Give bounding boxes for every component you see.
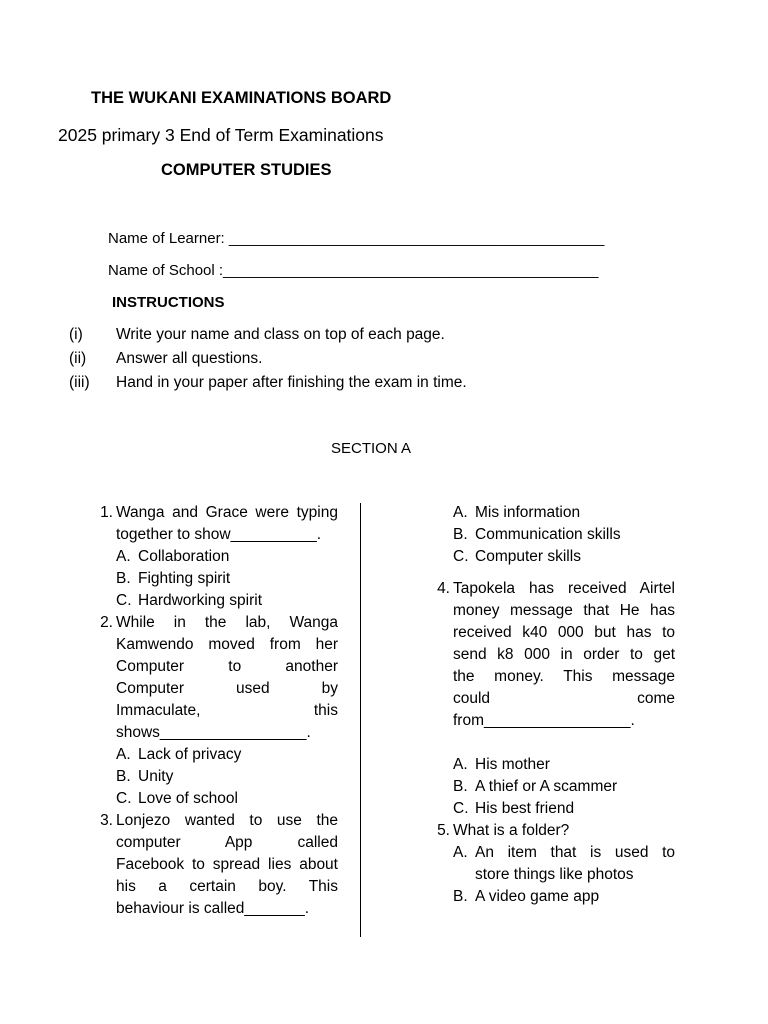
question-text: could come <box>453 690 675 707</box>
option-text: A thief or A scammer <box>475 778 618 795</box>
option-c <box>116 788 338 810</box>
option-c <box>453 546 678 568</box>
question-text: Computer to another <box>116 658 338 675</box>
option-b <box>453 886 675 908</box>
option-letter: A. <box>116 548 131 565</box>
option-a <box>453 842 675 864</box>
option-text: Unity <box>138 768 174 785</box>
option-c <box>116 590 338 612</box>
option-b <box>116 766 338 788</box>
question-text: Tapokela has received Airtel <box>453 580 675 597</box>
question-text: shows_________________. <box>116 724 311 741</box>
option-text: Communication skills <box>475 526 621 543</box>
instructions-title: INSTRUCTIONS <box>112 294 225 311</box>
option-letter: A. <box>453 844 468 861</box>
option-b <box>116 568 338 590</box>
question-number: 4. <box>437 580 450 597</box>
question-text: behaviour is called_______. <box>116 900 310 917</box>
option-b <box>453 524 678 546</box>
option-letter: C. <box>453 800 469 817</box>
question-text: What is a folder? <box>453 822 570 839</box>
subject-title: COMPUTER STUDIES <box>161 161 332 179</box>
option-letter: B. <box>453 888 468 905</box>
question-text: money message that He has <box>453 602 675 619</box>
option-text: Love of school <box>138 790 238 807</box>
option-text: Fighting spirit <box>138 570 231 587</box>
instruction-number: (ii) <box>69 350 87 367</box>
question-text: Facebook to spread lies about <box>116 856 338 873</box>
column-divider <box>360 503 361 937</box>
option-b <box>453 776 675 798</box>
option-text: Computer skills <box>475 548 581 565</box>
question-text: received k40 000 but has to <box>453 624 675 641</box>
instruction-text: Write your name and class on top of each page. <box>116 326 445 343</box>
option-a <box>116 546 338 568</box>
option-a <box>453 502 678 524</box>
question-text: his a certain boy. This <box>116 878 338 895</box>
option-letter: C. <box>116 790 132 807</box>
question-text: from_________________. <box>453 712 635 729</box>
option-letter: C. <box>453 548 469 565</box>
question-text: Wanga and Grace were typing <box>116 504 338 521</box>
question-text: Computer used by <box>116 680 338 697</box>
option-text: His mother <box>475 756 550 773</box>
option-letter: B. <box>453 526 468 543</box>
question-text: Kamwendo moved from her <box>116 636 338 653</box>
option-a <box>453 754 675 776</box>
section-title: SECTION A <box>331 440 412 457</box>
question-number: 2. <box>100 614 113 631</box>
option-text: Lack of privacy <box>138 746 242 763</box>
option-letter: A. <box>453 756 468 773</box>
option-letter: B. <box>453 778 468 795</box>
question-text: Lonjezo wanted to use the <box>116 812 338 829</box>
question-text: Immaculate, this <box>116 702 338 719</box>
question-text: While in the lab, Wanga <box>116 614 338 631</box>
question-text: the money. This message <box>453 668 675 685</box>
school-name-field: Name of School :_____________________________________________ <box>108 262 599 279</box>
option-text: Mis information <box>475 504 581 521</box>
question-text: together to show__________. <box>116 526 322 543</box>
option-letter: B. <box>116 570 131 587</box>
blank-line <box>453 732 675 754</box>
option-c <box>453 798 675 820</box>
option-text-continued: store things like photos <box>475 866 634 883</box>
option-letter: B. <box>116 768 131 785</box>
question-number: 5. <box>437 822 450 839</box>
option-a <box>116 744 338 766</box>
instruction-number: (iii) <box>69 374 90 391</box>
option-letter: A. <box>453 504 468 521</box>
option-text: Collaboration <box>138 548 230 565</box>
exam-title: 2025 primary 3 End of Term Examinations <box>58 125 384 145</box>
option-text: Hardworking spirit <box>138 592 263 609</box>
option-text: An item that is used to <box>475 844 675 861</box>
option-letter: C. <box>116 592 132 609</box>
option-letter: A. <box>116 746 131 763</box>
option-text: A video game app <box>475 888 600 905</box>
board-title: THE WUKANI EXAMINATIONS BOARD <box>91 89 392 107</box>
question-text: computer App called <box>116 834 338 851</box>
instruction-text: Answer all questions. <box>116 350 263 367</box>
instruction-text: Hand in your paper after finishing the exam in time. <box>116 374 467 391</box>
option-text: His best friend <box>475 800 575 817</box>
question-3-options <box>453 502 678 568</box>
question-number: 1. <box>100 504 113 521</box>
learner-name-field: Name of Learner: _____________________________________________ <box>108 230 605 247</box>
question-number: 3. <box>100 812 113 829</box>
question-text: send k8 000 in order to get <box>453 646 675 663</box>
instruction-number: (i) <box>69 326 83 343</box>
